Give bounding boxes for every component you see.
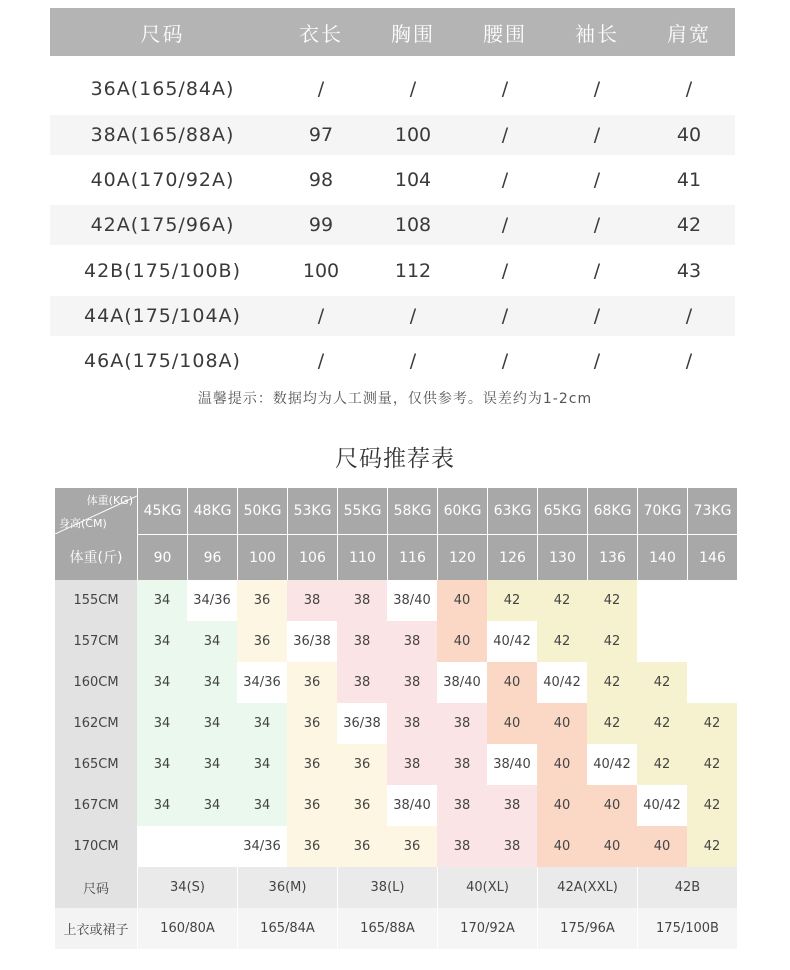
measure-cell: / (685, 78, 693, 100)
size-cell: 42 (687, 703, 737, 744)
weight-jin-header: 130 (537, 534, 587, 580)
size-cell: 36/38 (287, 621, 337, 662)
size-cell: 38 (387, 621, 437, 662)
height-label: 155CM (55, 580, 137, 621)
size-cell: 36 (337, 744, 387, 785)
weight-kg-header: 58KG (387, 488, 437, 534)
size-cell: 40 (537, 826, 587, 867)
size-cell: 36 (287, 703, 337, 744)
size-cell: 34/36 (187, 580, 237, 621)
measure-header-length: 衣长 (299, 21, 343, 46)
measure-cell: 40 (676, 124, 702, 146)
clothing-row-label: 上衣或裙子 (55, 908, 137, 949)
size-cell: 36 (237, 621, 287, 662)
corner-weight-label: 体重(KG) (86, 494, 133, 507)
size-cell: 38 (437, 703, 487, 744)
size-cell: 42 (587, 703, 637, 744)
measure-cell: / (501, 78, 509, 100)
size-cell: 38 (337, 662, 387, 703)
weight-kg-header: 63KG (487, 488, 537, 534)
size-cell: 34 (137, 744, 187, 785)
weight-kg-header: 65KG (537, 488, 587, 534)
measure-cell: / (409, 305, 417, 327)
measurement-note: 温馨提示：数据均为人工测量，仅供参考。误差约为1-2cm (197, 391, 593, 407)
clothing-size-cell: 175/100B (637, 908, 737, 949)
size-cell: 34 (187, 785, 237, 826)
height-label: 160CM (55, 662, 137, 703)
size-cell (687, 621, 737, 662)
size-cell: 42 (487, 580, 537, 621)
size-cell: 36 (337, 785, 387, 826)
size-cell (637, 621, 687, 662)
measure-cell: / (593, 169, 601, 191)
measure-row (50, 341, 735, 381)
measure-cell: 44A(175/104A) (84, 305, 241, 327)
measure-cell: 112 (394, 260, 432, 282)
weight-jin-header: 136 (587, 534, 637, 580)
weight-kg-header: 73KG (687, 488, 737, 534)
size-cell: 34 (237, 703, 287, 744)
weight-kg-header: 45KG (137, 488, 187, 534)
measure-cell: / (501, 124, 509, 146)
size-cell: 38 (387, 662, 437, 703)
clothing-size-cell: 160/80A (137, 908, 237, 949)
measure-cell: 43 (676, 260, 702, 282)
size-cell: 34 (187, 621, 237, 662)
measure-row (50, 115, 735, 155)
measure-cell: 108 (394, 214, 432, 236)
measure-cell: / (593, 214, 601, 236)
measure-cell: 41 (676, 169, 702, 191)
measure-row (50, 69, 735, 109)
measure-cell: 98 (308, 169, 334, 191)
weight-jin-header: 90 (137, 534, 187, 580)
size-cell: 40 (587, 785, 637, 826)
weight-jin-header: 146 (687, 534, 737, 580)
size-cell: 34 (137, 621, 187, 662)
weight-jin-label: 体重(斤) (55, 534, 137, 580)
measure-cell: / (501, 305, 509, 327)
measure-header-shoulder: 肩宽 (667, 21, 711, 46)
weight-jin-header: 120 (437, 534, 487, 580)
size-cell: 38/40 (387, 580, 437, 621)
measure-cell: 100 (394, 124, 432, 146)
clothing-size-cell: 170/92A (437, 908, 537, 949)
weight-kg-header: 53KG (287, 488, 337, 534)
weight-jin-header: 106 (287, 534, 337, 580)
size-cell: 36 (337, 826, 387, 867)
size-cell: 40 (537, 703, 587, 744)
weight-kg-header: 50KG (237, 488, 287, 534)
measure-cell: / (685, 305, 693, 327)
size-cell: 36/38 (337, 703, 387, 744)
size-cell: 34/36 (237, 826, 287, 867)
size-cell: 38 (337, 580, 387, 621)
size-cell (637, 580, 687, 621)
recommend-title: 尺码推荐表 (335, 446, 455, 472)
measure-cell: / (317, 305, 325, 327)
size-cell (687, 662, 737, 703)
size-cell: 38 (437, 826, 487, 867)
height-label: 167CM (55, 785, 137, 826)
measure-cell: 38A(165/88A) (90, 124, 235, 146)
measure-header-sleeve: 袖长 (575, 21, 619, 46)
size-cell: 38/40 (487, 744, 537, 785)
height-label: 157CM (55, 621, 137, 662)
size-cell: 36 (287, 662, 337, 703)
measure-header-row (50, 8, 735, 56)
measure-cell: 104 (394, 169, 432, 191)
measure-cell: / (501, 350, 509, 372)
size-cell: 42 (587, 662, 637, 703)
measure-cell: / (685, 350, 693, 372)
size-cell: 38 (387, 703, 437, 744)
size-code-cell: 42A(XXL) (537, 867, 637, 908)
size-cell: 40 (437, 621, 487, 662)
measure-row (50, 251, 735, 291)
size-cell: 38 (437, 744, 487, 785)
measure-cell: 99 (308, 214, 334, 236)
size-cell: 42 (637, 744, 687, 785)
size-cell: 36 (387, 826, 437, 867)
size-code-cell: 40(XL) (437, 867, 537, 908)
size-cell: 34 (137, 703, 187, 744)
measure-cell: / (409, 78, 417, 100)
weight-kg-header: 60KG (437, 488, 487, 534)
measure-cell: / (409, 350, 417, 372)
size-cell: 42 (637, 703, 687, 744)
size-cell: 40 (537, 744, 587, 785)
weight-jin-header: 140 (637, 534, 687, 580)
size-cell: 34 (187, 703, 237, 744)
measure-row (50, 205, 735, 245)
size-cell: 34 (237, 744, 287, 785)
recommend-grid (55, 488, 736, 950)
measure-cell: 46A(175/108A) (84, 350, 241, 372)
clothing-size-cell: 165/88A (337, 908, 437, 949)
size-cell: 34 (237, 785, 287, 826)
size-code-cell: 36(M) (237, 867, 337, 908)
size-cell: 42 (587, 621, 637, 662)
measure-cell: / (501, 214, 509, 236)
measure-header-size: 尺码 (140, 21, 185, 46)
size-cell: 34 (137, 580, 187, 621)
size-cell: 38 (387, 744, 437, 785)
height-label: 162CM (55, 703, 137, 744)
size-cell: 38/40 (387, 785, 437, 826)
size-cell: 34 (187, 662, 237, 703)
measure-cell: 36A(165/84A) (90, 78, 235, 100)
size-cell: 38 (287, 580, 337, 621)
corner-height-label: 身高(CM) (59, 517, 107, 530)
weight-jin-header: 110 (337, 534, 387, 580)
size-cell: 42 (587, 580, 637, 621)
weight-kg-header: 48KG (187, 488, 237, 534)
clothing-size-cell: 175/96A (537, 908, 637, 949)
size-cell: 42 (537, 580, 587, 621)
measure-row (50, 160, 735, 200)
measure-cell: / (593, 350, 601, 372)
weight-jin-header: 96 (187, 534, 237, 580)
measure-cell: / (501, 260, 509, 282)
height-label: 165CM (55, 744, 137, 785)
measure-cell: / (317, 78, 325, 100)
measure-cell: / (501, 169, 509, 191)
measure-cell: / (593, 124, 601, 146)
size-cell: 36 (287, 785, 337, 826)
weight-kg-header: 55KG (337, 488, 387, 534)
size-cell: 40/42 (587, 744, 637, 785)
size-cell: 38 (487, 785, 537, 826)
measure-cell: 42 (676, 214, 702, 236)
weight-kg-header: 68KG (587, 488, 637, 534)
size-cell: 42 (637, 662, 687, 703)
size-cell: 36 (287, 826, 337, 867)
size-cell: 42 (687, 744, 737, 785)
size-cell: 42 (687, 785, 737, 826)
size-cell: 38/40 (437, 662, 487, 703)
size-cell: 40 (587, 826, 637, 867)
size-cell: 34 (137, 785, 187, 826)
size-cell: 38 (437, 785, 487, 826)
weight-jin-header: 116 (387, 534, 437, 580)
size-row-label: 尺码 (55, 867, 137, 908)
size-cell: 36 (287, 744, 337, 785)
size-cell: 40/42 (637, 785, 687, 826)
measure-cell: 40A(170/92A) (90, 169, 235, 191)
size-code-cell: 38(L) (337, 867, 437, 908)
size-cell: 34/36 (237, 662, 287, 703)
clothing-size-cell: 165/84A (237, 908, 337, 949)
size-cell: 34 (137, 662, 187, 703)
size-code-cell: 42B (637, 867, 737, 908)
size-code-cell: 34(S) (137, 867, 237, 908)
size-cell: 40 (437, 580, 487, 621)
size-cell: 42 (537, 621, 587, 662)
height-label: 170CM (55, 826, 137, 867)
size-cell: 40 (487, 703, 537, 744)
measure-cell: / (593, 260, 601, 282)
size-cell: 38 (487, 826, 537, 867)
size-cell (187, 826, 237, 867)
size-cell (137, 826, 187, 867)
size-cell: 36 (237, 580, 287, 621)
measure-cell: 97 (308, 124, 334, 146)
measure-cell: / (593, 305, 601, 327)
weight-jin-header: 126 (487, 534, 537, 580)
size-cell: 40 (487, 662, 537, 703)
size-cell: 40/42 (537, 662, 587, 703)
corner-header (55, 488, 137, 534)
measure-cell: / (593, 78, 601, 100)
size-cell: 40 (537, 785, 587, 826)
weight-kg-header: 70KG (637, 488, 687, 534)
measure-header-chest: 胸围 (391, 21, 435, 46)
size-cell: 40/42 (487, 621, 537, 662)
size-cell: 38 (337, 621, 387, 662)
size-cell: 34 (187, 744, 237, 785)
size-cell (687, 580, 737, 621)
measure-cell: 100 (302, 260, 340, 282)
measure-cell: / (317, 350, 325, 372)
measure-cell: 42B(175/100B) (83, 260, 241, 282)
size-cell: 40 (637, 826, 687, 867)
weight-jin-header: 100 (237, 534, 287, 580)
size-cell: 42 (687, 826, 737, 867)
measure-cell: 42A(175/96A) (90, 214, 235, 236)
measure-row (50, 296, 735, 336)
measure-header-waist: 腰围 (483, 21, 527, 46)
